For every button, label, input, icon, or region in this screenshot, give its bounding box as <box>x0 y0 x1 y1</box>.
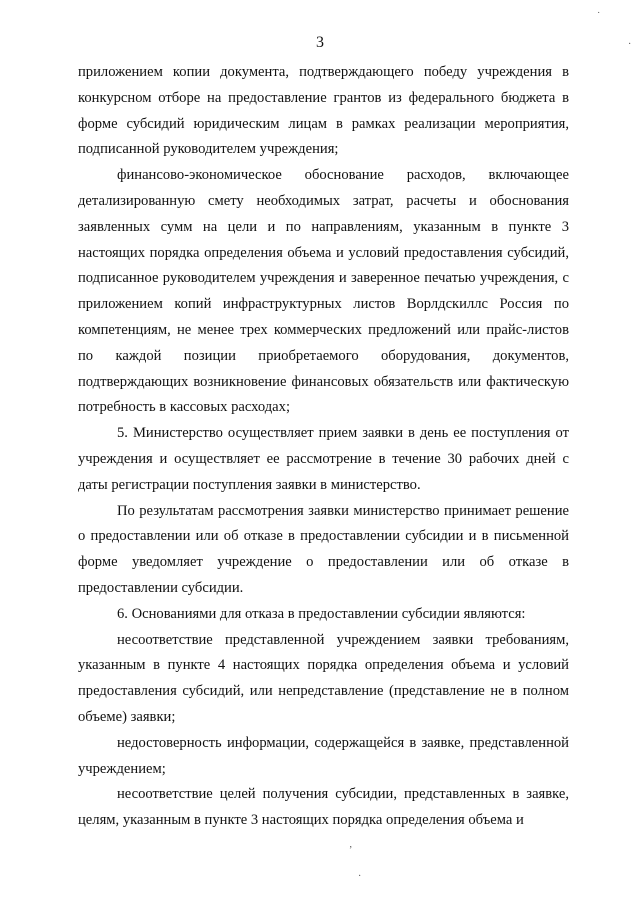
paragraph-clause-6: 6. Основаниями для отказа в предоставлении субсидии являются: <box>117 605 526 622</box>
scan-speck: · <box>358 871 362 882</box>
paragraph-nonconformity: несоответствие представленной учреждением заявки требованиям, указанным в пункте 4 настоящих порядка определения объема и условий предоставления субсидий, или непредставление (представление не в полном объеме) заявки; <box>78 631 569 725</box>
paragraph-goals-mismatch: несоответствие целей получения субсидии, представленных в заявке, целям, указанным в пункте 3 настоящих порядка определения объема и <box>78 786 569 829</box>
body-text <box>78 60 569 834</box>
paragraph-decision-notice: По результатам рассмотрения заявки министерство принимает решение о предоставлении или об отказе в предоставлении субсидии и в письменной форме уведомляет учреждение о предоставлении или об отказе в предоставлении субсидии. <box>78 502 569 596</box>
scan-speck: · <box>628 39 632 50</box>
paragraph-attachment-contest-document: приложением копии документа, подтверждающего победу учреждения в конкурсном отборе на предоставление грантов из федерального бюджета в форме субсидий юридическим лицам в рамках реализации мероприятия, подписанной руководителем учреждения; <box>78 64 569 158</box>
page-number: 3 <box>316 34 324 51</box>
scan-speck: ˙ <box>597 11 601 22</box>
paragraph-inaccuracy: недостоверность информации, содержащейся в заявке, представленной учреждением; <box>78 734 569 777</box>
paragraph-clause-5: 5. Министерство осуществляет прием заявки в день ее поступления от учреждения и осуществляет ее рассмотрение в течение 30 рабочих дней с даты регистрации поступления заявки в министерство. <box>78 425 569 493</box>
scan-speck: ‚ <box>349 839 353 850</box>
paragraph-financial-justification: финансово-экономическое обоснование расходов, включающее детализированную смету необходимых затрат, расчеты и обоснования заявленных сумм на цели и по направлениям, указанным в пункте 3 настоящих порядка определения объема и условий предоставления субсидий, подписанное руководителем учреждения и заверенное печатью учреждения, с приложением копий инфраструктурных листов Ворлдскиллс Россия по компетенциям, не менее трех коммерческих предложений или прайс-листов по каждой позиции приобретаемого оборудования, документов, подтверждающих возникновение финансовых обязательств или фактическую потребность в кассовых расходах; <box>78 167 569 416</box>
